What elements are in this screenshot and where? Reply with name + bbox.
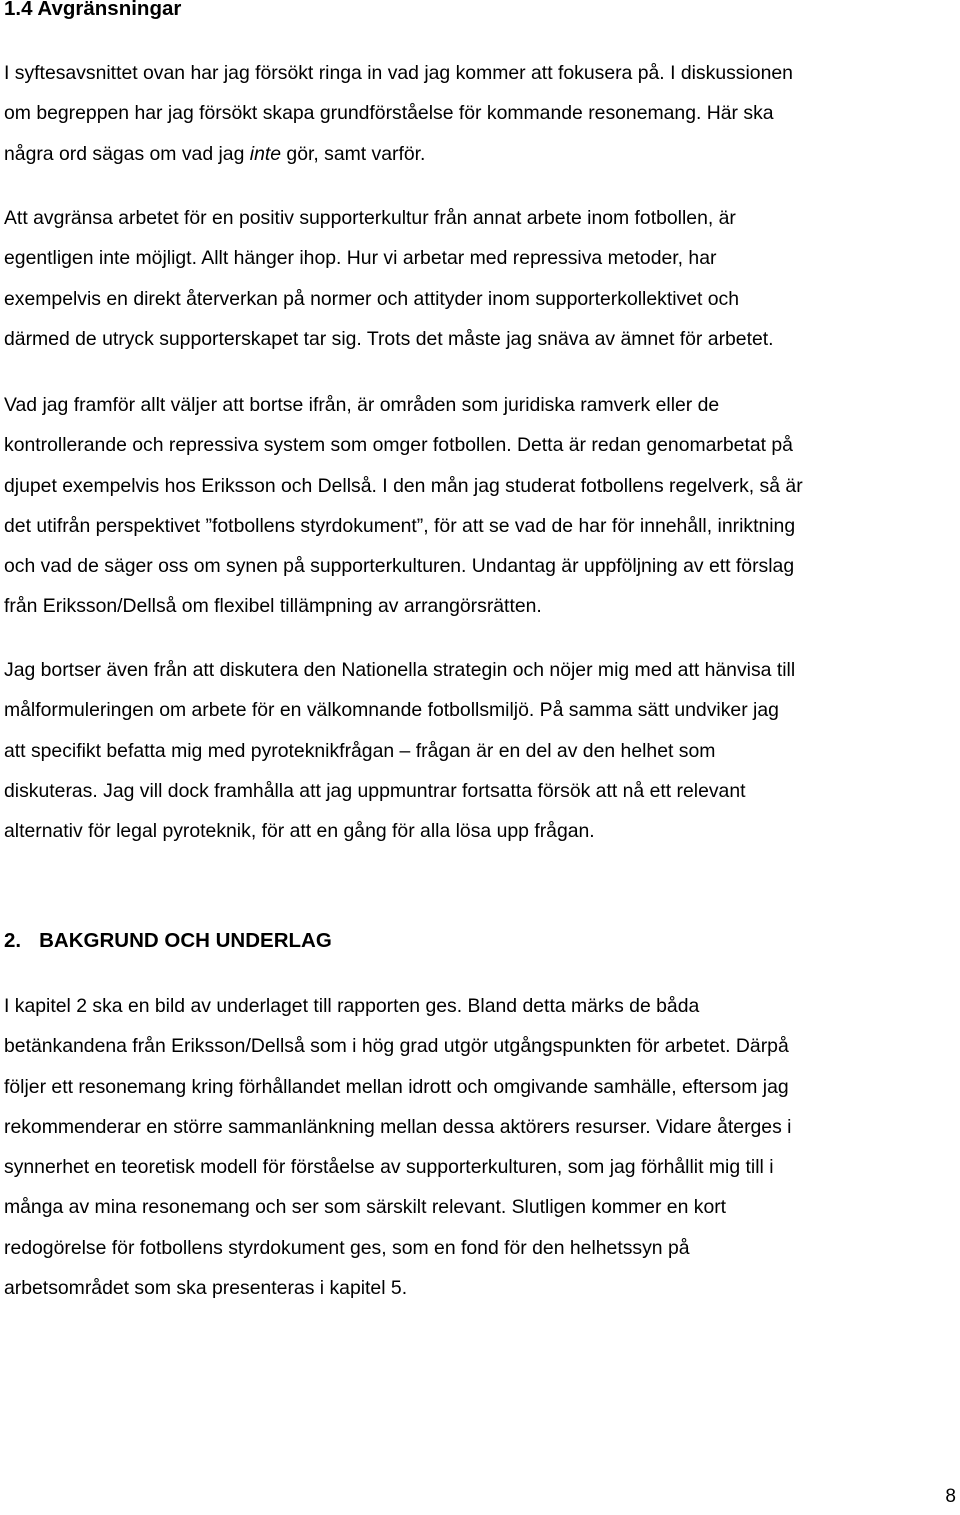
- text-line: målformuleringen om arbete för en välkomnande fotbollsmiljö. På samma sätt undviker jag: [4, 699, 779, 722]
- section-heading: 1.4 Avgränsningar: [4, 0, 182, 20]
- text-run: några ord sägas om vad jag: [4, 142, 250, 165]
- text-line: I kapitel 2 ska en bild av underlaget till rapporten ges. Bland detta märks de båda: [4, 995, 700, 1017]
- paragraph-scope-intro: [4, 53, 793, 174]
- text-line: Att avgränsa arbetet för en positiv supporterkultur från annat arbete inom fotbollen, är: [4, 207, 736, 229]
- text-line: många av mina resonemang och ser som särskilt relevant. Slutligen kommer en kort: [4, 1196, 727, 1219]
- chapter-number: 2.: [4, 929, 22, 952]
- text-line: kontrollerande och repressiva system som omger fotbollen. Detta är redan genomarbetat på: [4, 434, 793, 457]
- text-line: det utifrån perspektivet ”fotbollens styrdokument”, för att se vad de har för innehåll, inriktning: [4, 514, 796, 537]
- text-line: att specifikt befatta mig med pyroteknikfrågan – frågan är en del av den helhet som: [4, 739, 716, 762]
- text-line: Jag bortser även från att diskutera den Nationella strategin och nöjer mig med att hänvisa till: [4, 659, 796, 681]
- text-line: alternativ för legal pyroteknik, för att en gång för alla lösa upp frågan.: [4, 820, 595, 843]
- italic-text: inte: [249, 142, 282, 165]
- paragraph-chapter-overview: [4, 986, 791, 1308]
- text-line: [4, 134, 793, 174]
- text-line: I syftesavsnittet ovan har jag försökt ringa in vad jag kommer att fokusera på. I diskussionen: [4, 62, 793, 84]
- text-line: från Eriksson/Dellså om flexibel tillämpning av arrangörsrätten.: [4, 595, 542, 618]
- text-line: betänkandena från Eriksson/Dellså som i hög grad utgör utgångspunkten för arbetet. Därpå: [4, 1035, 789, 1058]
- text-run: gör, samt varför.: [281, 142, 426, 165]
- text-line: därmed de utryck supporterskapet tar sig. Trots det måste jag snäva av ämnet för arbetet.: [4, 327, 774, 350]
- text-line: egentligen inte möjligt. Allt hänger ihop. Hur vi arbetar med repressiva metoder, har: [4, 247, 717, 270]
- text-line: om begreppen har jag försökt skapa grundförståelse för kommande resonemang. Här ska: [4, 102, 774, 125]
- paragraph-excluded-areas: [4, 385, 803, 627]
- text-line: synnerhet en teoretisk modell för förståelse av supporterkulturen, som jag förhållit mig till i: [4, 1156, 774, 1179]
- paragraph-delimitation: [4, 198, 774, 359]
- text-line: följer ett resonemang kring förhållandet mellan idrott och omgivande samhälle, eftersom jag: [4, 1075, 789, 1098]
- text-line: djupet exempelvis hos Eriksson och Dellså. I den mån jag studerat fotbollens regelverk, så är: [4, 474, 803, 497]
- paragraph-national-strategy: [4, 650, 795, 851]
- text-line: arbetsområdet som ska presenteras i kapitel 5.: [4, 1277, 408, 1300]
- text-line: och vad de säger oss om synen på supporterkulturen. Undantag är uppföljning av ett förslag: [4, 555, 795, 578]
- text-line: redogörelse för fotbollens styrdokument ges, som en fond för den helhetssyn på: [4, 1236, 690, 1259]
- chapter-heading: [4, 929, 332, 953]
- page-number: 8: [945, 1486, 956, 1507]
- text-line: exempelvis en direkt återverkan på normer och attityder inom supporterkollektivet och: [4, 287, 740, 310]
- chapter-title: BAKGRUND OCH UNDERLAG: [39, 929, 332, 952]
- text-line: rekommenderar en större sammanlänkning mellan dessa aktörers resurser. Vidare återges i: [4, 1115, 792, 1138]
- text-line: Vad jag framför allt väljer att bortse ifrån, är områden som juridiska ramverk eller de: [4, 394, 720, 416]
- text-line: diskuteras. Jag vill dock framhålla att jag uppmuntrar fortsatta försök att nå ett relevant: [4, 779, 746, 802]
